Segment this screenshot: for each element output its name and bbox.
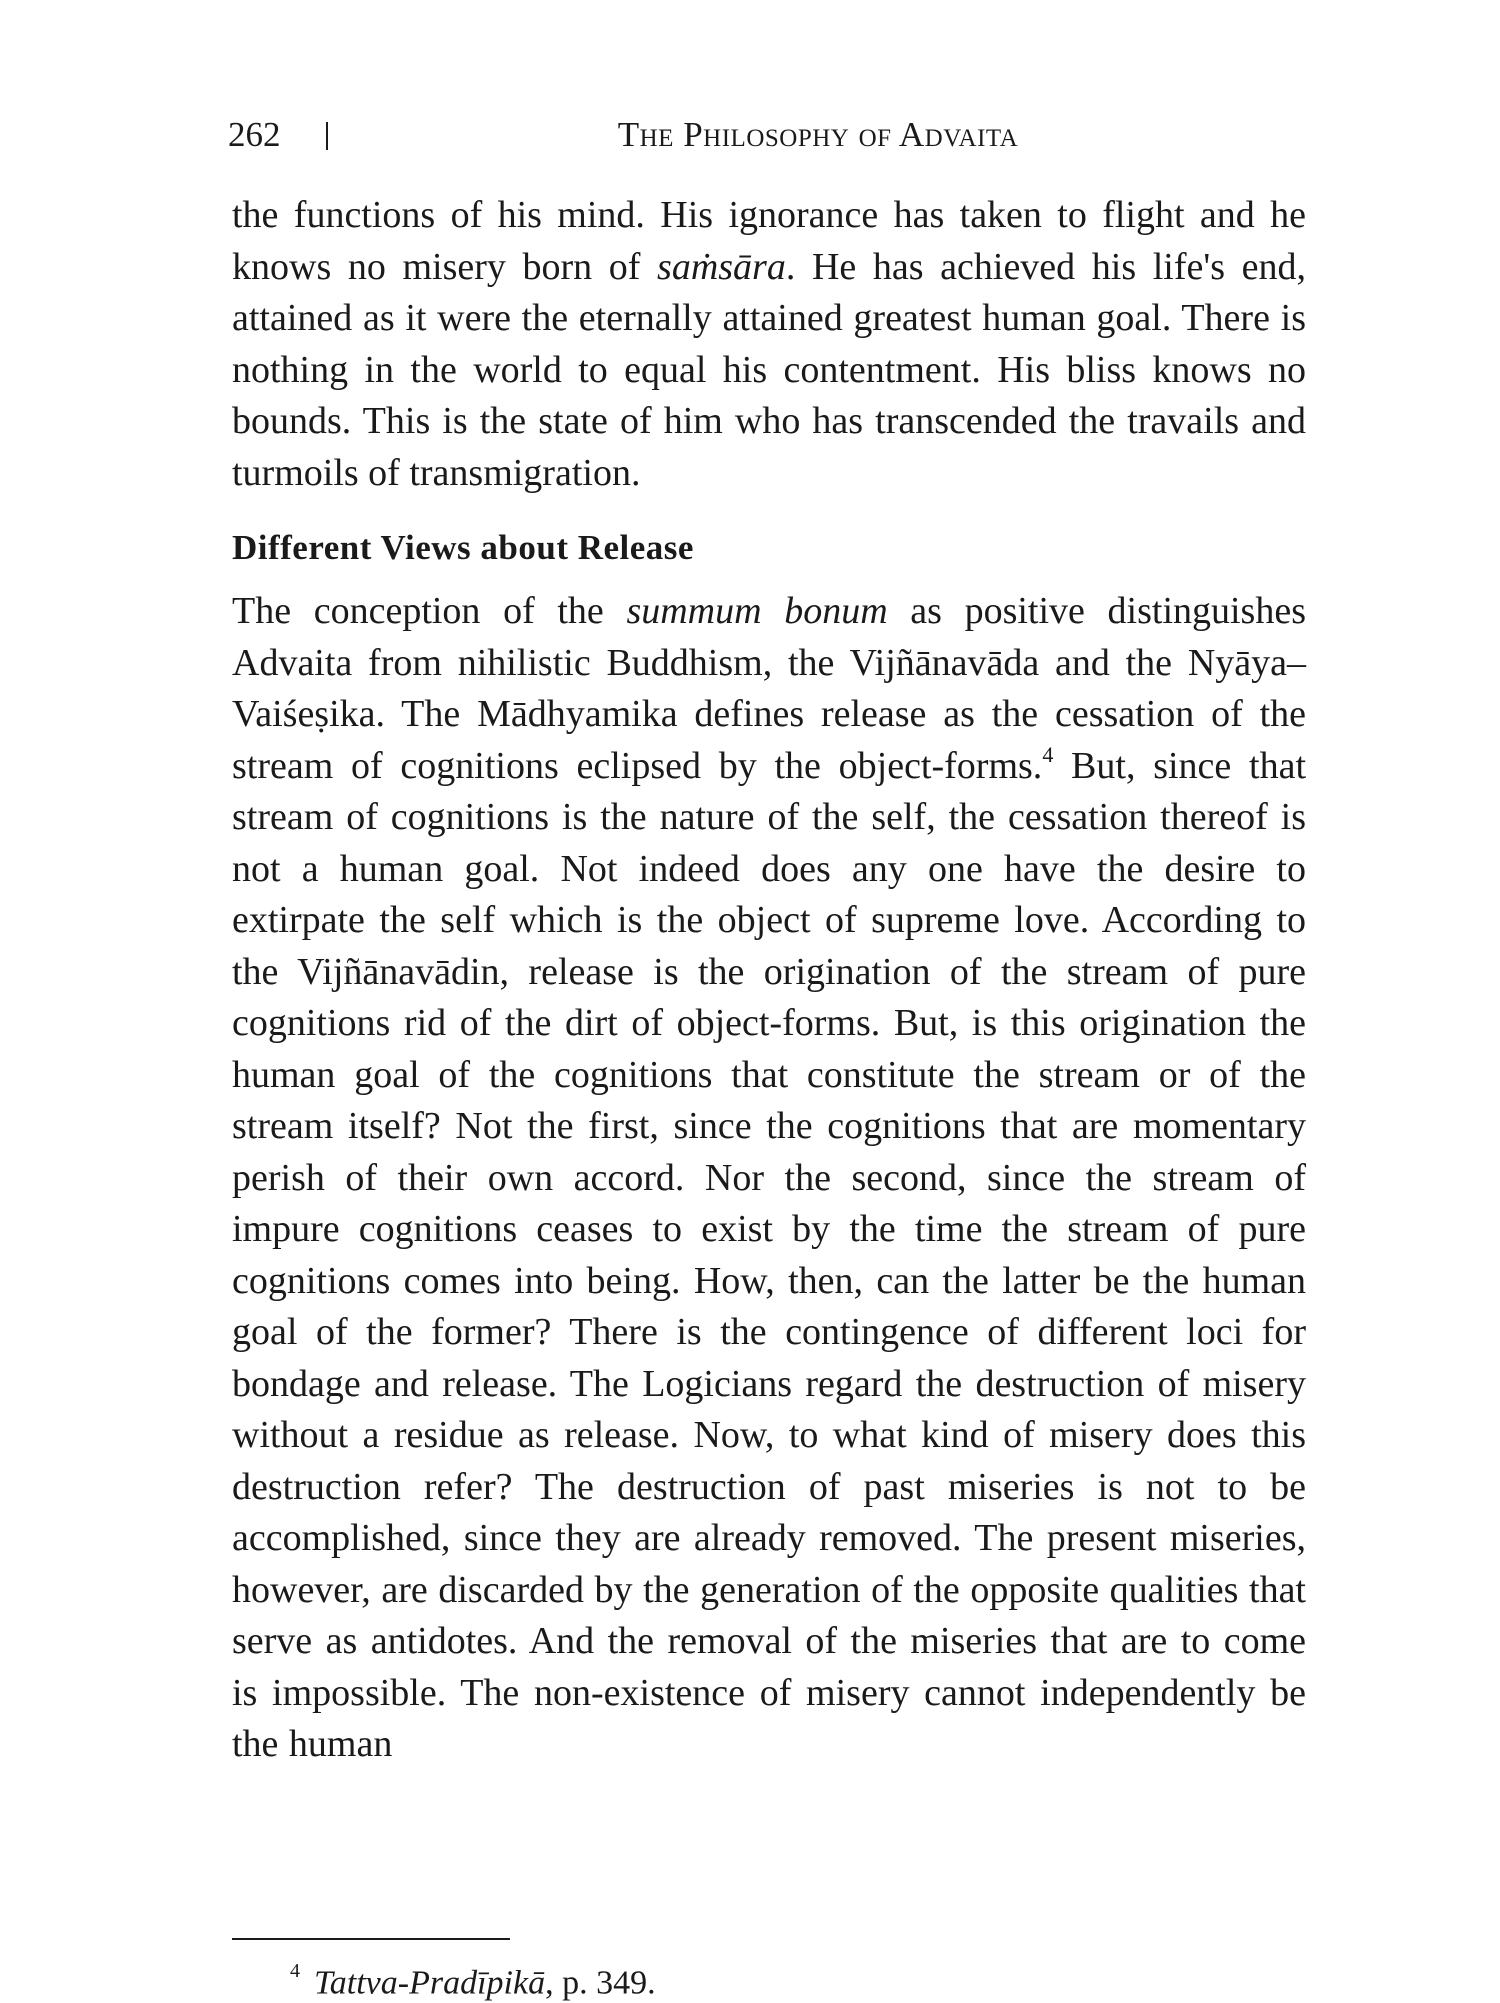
footnote: [290, 1955, 1190, 2003]
footnote-title: Tattva-Pradīpikā: [314, 1964, 546, 2002]
section-paragraph: [232, 586, 1306, 1771]
footnote-number: 4: [290, 1960, 300, 1982]
section-heading: Different Views about Release: [232, 528, 694, 567]
footnote-divider: [232, 1938, 510, 1940]
main-text: [232, 190, 1306, 1771]
paragraph-text: as positive distinguishes Advaita from nihilistic Buddhism, the Vijñānavāda and the Nyāya–Vaiśeṣika. The Mādhyamika defines release as the cessation of the stream of cognitions eclipsed by the object-forms.: [232, 590, 1306, 787]
paragraph-text: the functions of his mind. His ignorance has taken to flight and he knows no misery born of: [232, 194, 1306, 288]
running-title: The Philosophy of Advaita: [617, 115, 1019, 154]
footnote-text: , p. 349.: [545, 1964, 656, 2002]
italic-term: saṁsāra: [657, 245, 786, 288]
italic-term: summum bonum: [626, 590, 888, 632]
paragraph-text: . He has achieved his life's end, attained as it were the eternally attained greatest human goal. There is nothing in the world to equal his contentment. His bliss knows no bounds. This is the state of him who has transcended the travails and turmoils of transmigration.: [232, 245, 1306, 494]
page-number: 262: [228, 115, 281, 154]
paragraph-text: But, since that stream of cognitions is the nature of the self, the cessation thereof is not a human goal. Not indeed does any one have the desire to extirpate the self which is the object of supreme love. According to the Vijñānavādin, release is the origination of the stream of pure cognitions rid of the dirt of object-forms. But, is this origination the human goal of the cognitions that constitute the stream or of the stream itself? Not the first, since the cognitions that are momentary perish of their own accord. Nor the second, since the stream of impure cognitions ceases to exist by the time the stream of pure cognitions comes into being. How, then, can the latter be the human goal of the former? There is the contingence of different loci for bondage and release. The Logicians regard the destruction of misery without a residue as release. Now, to what kind of misery does this destruction refer? The destruction of past miseries is not to be accomplished, since they are already removed. The present miseries, however, are discarded by the generation of the opposite qualities that serve as antidotes. And the removal of the miseries that are to come is impossible. The non-existence of misery cannot independently be the human: [232, 744, 1306, 1765]
running-header: [228, 110, 1308, 160]
footnote-reference[interactable]: 4: [1042, 741, 1054, 767]
paragraph-continuation: [232, 190, 1306, 499]
paragraph-text: The conception of the: [232, 590, 627, 632]
